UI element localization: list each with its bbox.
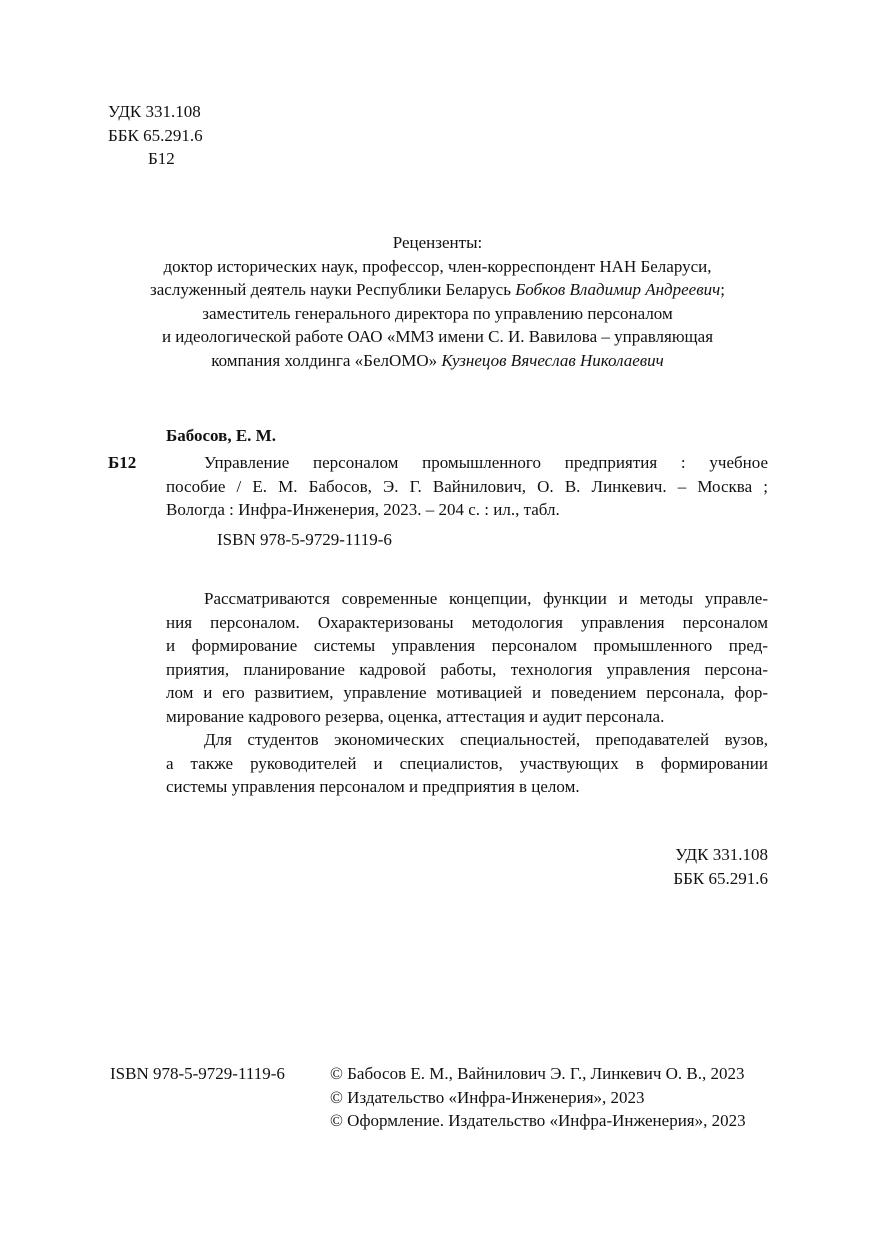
abstract-p2-line2: а также руководителей и специалистов, участвующих в формировании [166, 753, 768, 773]
bibliography-record [166, 451, 768, 522]
abstract-p1-line2: ния персоналом. Охарактеризованы методология управления персоналом [166, 612, 768, 632]
footer-isbn: ISBN 978-5-9729-1119-6 [110, 1064, 285, 1083]
bibliography-isbn: ISBN 978-5-9729-1119-6 [217, 530, 392, 549]
tail-udk-code: УДК 331.108 [675, 845, 768, 864]
reviewer1-line2 [0, 278, 875, 302]
copyright-publisher: © Издательство «Инфра-Инженерия», 2023 [330, 1087, 645, 1107]
reviewer1-line2-prefix: заслуженный деятель науки Республики Беларусь [150, 280, 516, 299]
reviewer1-name: Бобков Владимир Андреевич [515, 280, 721, 299]
tail-codes [560, 843, 768, 890]
author-sign: Б12 [148, 149, 175, 168]
abstract-p1-line3: и формирование системы управления персоналом промышленного пред- [166, 636, 768, 655]
reviewers-block [0, 231, 875, 372]
abstract-p1-line6: мирование кадрового резерва, оценка, аттестация и аудит персонала. [166, 706, 665, 726]
reviewer2-line3 [0, 349, 875, 373]
reviewer2-line1: заместитель генерального директора по управлению персоналом [202, 303, 673, 323]
abstract-p2-line1: Для студентов экономических специальностей, преподавателей вузов, [204, 730, 768, 749]
header-codes [108, 100, 203, 171]
copyright-design: © Оформление. Издательство «Инфра-Инженерия», 2023 [330, 1111, 746, 1130]
reviewer2-line2: и идеологической работе ОАО «ММЗ имени С. И. Вавилова – управляющая [161, 327, 714, 346]
author-heading: Бабосов, Е. М. [166, 426, 276, 445]
bibliography-line2: пособие / Е. М. Бабосов, Э. Г. Вайнилович, О. В. Линкевич. – Москва ; [166, 476, 768, 496]
tail-bbk-code: ББК 65.291.6 [673, 868, 768, 888]
abstract [166, 587, 768, 799]
abstract-p1-line5: лом и его развитием, управление мотивацией и поведением персонала, фор- [166, 683, 768, 702]
bibliography-line3: Вологда : Инфра-Инженерия, 2023. – 204 с. : ил., табл. [166, 500, 560, 519]
reviewers-heading: Рецензенты: [392, 233, 483, 252]
reviewer1-line1: доктор исторических наук, профессор, член-корреспондент НАН Беларуси, [163, 256, 712, 276]
bbk-code: ББК 65.291.6 [108, 125, 203, 145]
reviewer2-line3-prefix: компания холдинга «БелОМО» [211, 350, 442, 370]
abstract-p1-line4: приятия, планирование кадровой работы, технология управления персона- [166, 659, 768, 679]
copyright-authors: © Бабосов Е. М., Вайнилович Э. Г., Линкевич О. В., 2023 [330, 1064, 745, 1083]
reviewer2-name: Кузнецов Вячеслав Николаевич [441, 350, 664, 370]
udk-code: УДК 331.108 [108, 102, 201, 121]
copyright-block [330, 1062, 746, 1133]
bibliography-sign: Б12 [108, 453, 137, 472]
abstract-p2-line3: системы управления персоналом и предприятия в целом. [166, 777, 580, 796]
abstract-p1-line1: Рассматриваются современные концепции, функции и методы управле- [204, 589, 768, 608]
bibliography-line1: Управление персоналом промышленного предприятия : учебное [204, 453, 768, 472]
reviewer1-line2-suffix: ; [720, 280, 725, 299]
